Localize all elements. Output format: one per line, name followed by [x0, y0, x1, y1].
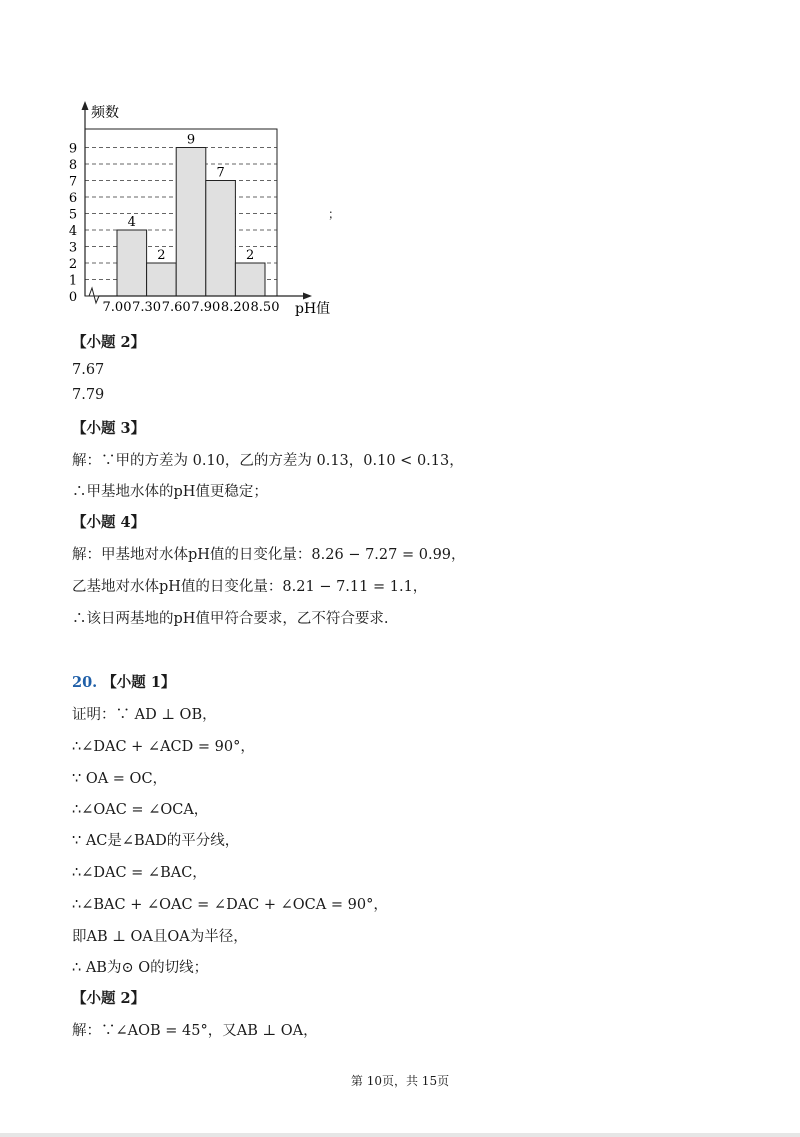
y-tick-label: 6	[68, 191, 78, 206]
histogram-bar	[235, 263, 265, 296]
y-axis-label: 频数	[91, 105, 119, 121]
y-tick-label: 7	[68, 174, 78, 190]
solution-line: ∴甲基地水体的pH值更稳定；	[72, 484, 268, 500]
y-tick-label: 1	[68, 273, 78, 289]
chart-y-ticks	[69, 142, 77, 306]
histogram-bar	[176, 148, 206, 297]
question-20-heading	[72, 674, 175, 692]
x-tick-label: 7.30	[132, 300, 162, 315]
bar-value-label: 2	[246, 248, 255, 263]
subquestion-1-label: 【小题 1】	[102, 674, 176, 691]
solution-line: 解：∵∠AOB = 45°，又AB ⊥ OA，	[72, 1023, 318, 1039]
subquestion-4-heading: 【小题 4】	[72, 514, 146, 531]
proof-line: ∴ AB为⊙ O的切线；	[72, 960, 209, 976]
proof-line: 证明：∵ AD ⊥ OB，	[72, 707, 217, 723]
histogram-bar	[206, 181, 236, 297]
y-tick-label: 8	[68, 158, 78, 173]
bar-value-label: 9	[186, 132, 196, 148]
y-tick-label: 3	[68, 240, 78, 256]
y-tick-label: 4	[68, 224, 78, 239]
subquestion-2-heading: 【小题 2】	[72, 990, 146, 1007]
proof-line: 即AB ⊥ OA且OA为半径，	[72, 929, 248, 945]
proof-line: ∴∠DAC = ∠BAC，	[72, 865, 207, 881]
y-tick-label: 0	[68, 290, 78, 305]
subquestion-3-heading: 【小题 3】	[72, 420, 146, 437]
solution-line: ∴该日两基地的pH值甲符合要求，乙不符合要求.	[72, 611, 389, 627]
proof-line: ∵ AC是∠BAD的平分线，	[72, 833, 240, 849]
x-tick-label: 8.20	[220, 300, 250, 315]
x-tick-label: 7.90	[191, 300, 221, 315]
chart-x-ticks	[103, 300, 280, 315]
proof-line: ∴∠OAC = ∠OCA，	[72, 802, 209, 818]
proof-line: ∴∠DAC + ∠ACD = 90°，	[72, 739, 255, 755]
y-tick-label: 9	[68, 141, 78, 157]
x-tick-label: 8.50	[250, 300, 280, 315]
x-axis-label: pH值	[295, 301, 331, 317]
solution-line: 解：甲基地对水体pH值的日变化量：8.26 − 7.27 = 0.99，	[72, 547, 466, 563]
answer-line: 7.79	[72, 387, 105, 403]
solution-line: 乙基地对水体pH值的日变化量：8.21 − 7.11 = 1.1，	[72, 579, 428, 595]
solution-line: 解：∵甲的方差为 0.10，乙的方差为 0.13，0.10 < 0.13，	[72, 453, 464, 469]
bar-value-label: 4	[127, 215, 136, 230]
proof-line: ∴∠BAC + ∠OAC = ∠DAC + ∠OCA = 90°，	[72, 897, 388, 913]
y-tick-label: 2	[68, 257, 78, 272]
bar-value-label: 7	[216, 165, 225, 181]
stray-semicolon: ；	[328, 207, 341, 221]
chart-bars	[117, 148, 265, 297]
answer-line: 7.67	[72, 362, 105, 378]
x-tick-label: 7.60	[161, 300, 191, 315]
histogram-chart	[55, 95, 355, 325]
y-tick-label: 5	[68, 207, 78, 223]
histogram-bar	[147, 263, 177, 296]
subquestion-2-heading: 【小题 2】	[72, 334, 146, 351]
bottom-divider	[0, 1133, 800, 1137]
x-axis-arrow	[303, 293, 312, 300]
y-axis-arrow	[82, 101, 89, 110]
proof-line: ∵ OA = OC，	[72, 771, 168, 787]
page-footer: 第 10页，共 15页	[350, 1074, 450, 1088]
bar-value-label: 2	[157, 248, 166, 263]
histogram-bar	[117, 230, 147, 296]
x-tick-label: 7.00	[102, 300, 132, 315]
question-number: 20.	[72, 674, 98, 691]
